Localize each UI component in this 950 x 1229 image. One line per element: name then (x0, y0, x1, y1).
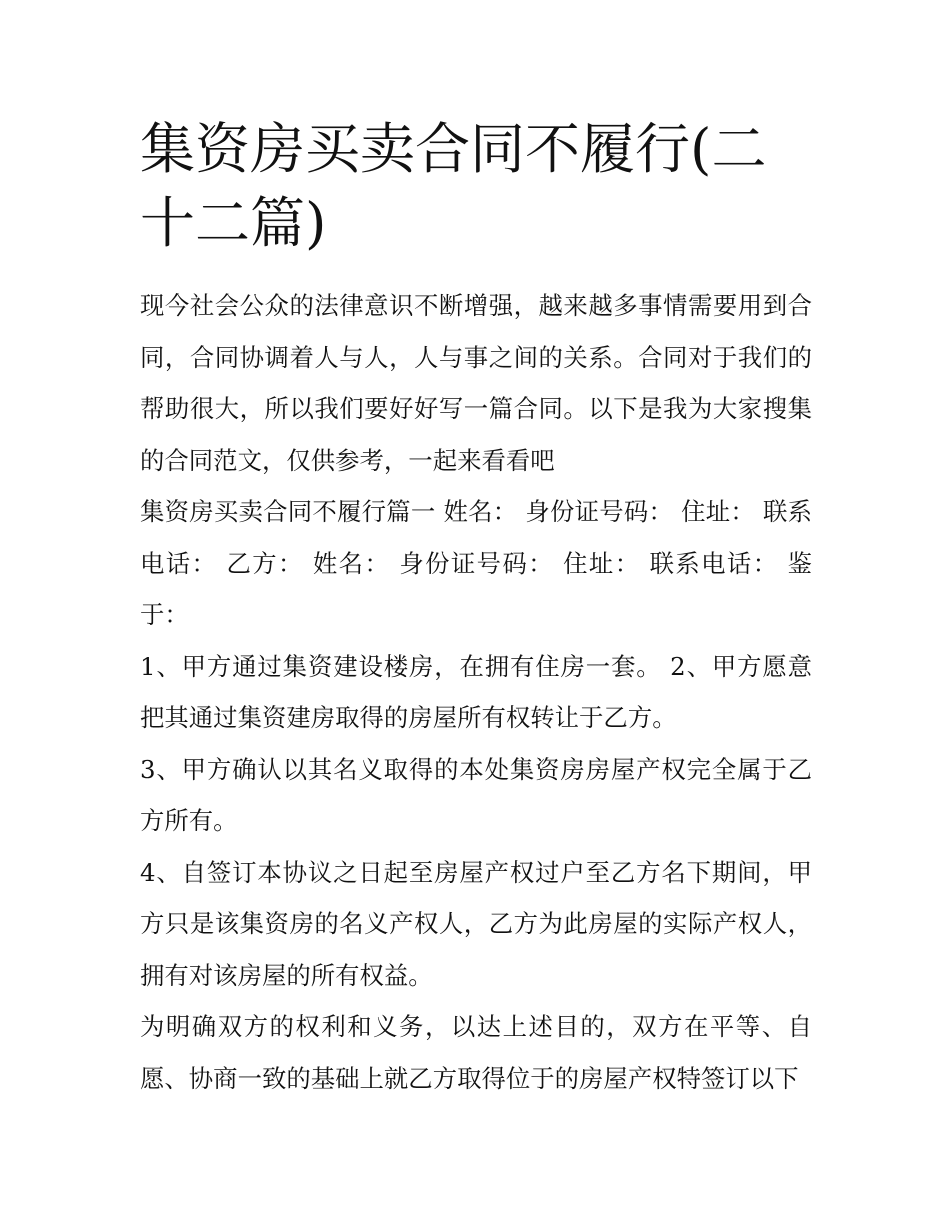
party-info-paragraph: 集资房买卖合同不履行篇一 姓名： 身份证号码： 住址： 联系电话： 乙方： 姓名： 身份证号码： 住址： 联系电话： 鉴于： (140, 497, 812, 629)
document-title: 集资房买卖合同不履行(二十二篇) (140, 117, 767, 255)
purpose-paragraph: 为明确双方的权利和义务，以达上述目的，双方在平等、自愿、协商一致的基础上就乙方取得位于的房屋产权特签订以下 (140, 1012, 812, 1093)
clause-3-paragraph: 3、甲方确认以其名义取得的本处集资房房屋产权完全属于乙方所有。 (140, 754, 812, 835)
clause-1-2-paragraph: 1、甲方通过集资建设楼房，在拥有住房一套。 2、甲方愿意把其通过集资建房取得的房屋所有权转让于乙方。 (140, 651, 812, 732)
intro-paragraph: 现今社会公众的法律意识不断增强，越来越多事情需要用到合同，合同协调着人与人，人与事之间的关系。合同对于我们的帮助很大，所以我们要好好写一篇合同。以下是我为大家搜集的合同范文，仅供参考，一起来看看吧 (140, 291, 812, 475)
clause-4-paragraph: 4、自签订本协议之日起至房屋产权过户至乙方名下期间，甲方只是该集资房的名义产权人，乙方为此房屋的实际产权人，拥有对该房屋的所有权益。 (140, 857, 812, 990)
